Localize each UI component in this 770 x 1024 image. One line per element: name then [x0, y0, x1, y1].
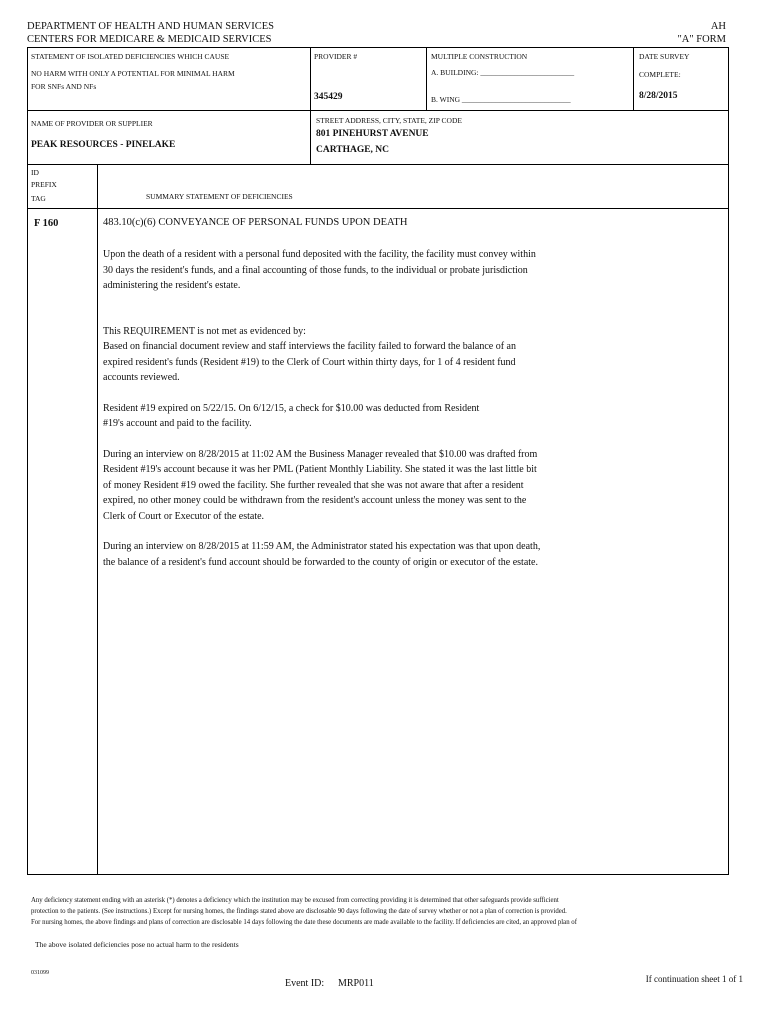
deficiency-text — [103, 247, 723, 585]
deficiency-title: 483.10(c)(6) CONVEYANCE OF PERSONAL FUNDS UPON DEATH — [103, 217, 408, 228]
provider-name-value: PEAK RESOURCES - PINELAKE — [31, 140, 176, 150]
disclosure-notice: Any deficiency statement ending with an asterisk (*) denotes a deficiency which the institution may be excused from correcting providing it is determined that other safeguards provide sufficient protection to the patients. (See instructions.) Except for nursing homes, the findings stated above are disclosable 90 days following the date of survey whether or not a plan of correction is provided. For nursing homes, the above findings and plans of correction are disclosable 14 days following the date these documents are made available to the facility. If deficiencies are cited, an approved plan of — [31, 897, 577, 926]
statement-label-2: NO HARM WITH ONLY A POTENTIAL FOR MINIMAL HARM — [31, 69, 235, 78]
paragraph-business-manager: During an interview on 8/28/2015 at 11:02 AM the Business Manager revealed that $10.00 was drafted from Resident #19's account because it was her PML (Patient Monthly Liability. She stated it was the last little bit of money Resident #19 owed the facility. She further revealed that she was not aware that after a resident expired, no other money could be withdrawn from the resident's account unless the money was sent to the Clerk of Court or Executor of the estate. — [103, 448, 538, 522]
prefix-label: PREFIX — [31, 180, 57, 189]
form-type: "A" FORM — [677, 34, 726, 45]
provider-number-label: PROVIDER # — [314, 52, 358, 61]
statement-label-3: FOR SNFs AND NFs — [31, 82, 97, 91]
statement-label-1: STATEMENT OF ISOLATED DEFICIENCIES WHICH CAUSE — [31, 52, 230, 61]
wing-label: B. WING _____________________________ — [431, 95, 571, 104]
event-id-value: MRP011 — [338, 978, 374, 989]
form-number: 031099 — [31, 970, 49, 976]
deficiency-tag: F 160 — [34, 218, 59, 229]
paragraph-expiry: Resident #19 expired on 5/22/15. On 6/12/15, a check for $10.00 was deducted from Resident #19's account and paid to the facility. — [103, 402, 480, 429]
survey-date-value: 8/28/2015 — [639, 91, 678, 101]
street-address: 801 PINEHURST AVENUE — [316, 129, 429, 139]
provider-name-label: NAME OF PROVIDER OR SUPPLIER — [31, 119, 153, 128]
multiple-construction-label: MULTIPLE CONSTRUCTION — [431, 52, 528, 61]
centers-title: CENTERS FOR MEDICARE & MEDICAID SERVICES — [27, 34, 272, 45]
address-label: STREET ADDRESS, CITY, STATE, ZIP CODE — [316, 116, 462, 125]
department-title: DEPARTMENT OF HEALTH AND HUMAN SERVICES — [27, 21, 274, 32]
paragraph-regulation: Upon the death of a resident with a personal fund deposited with the facility, the facility must convey within 30 days the resident's funds, and a final accounting of those funds, to the individual or probate jurisdiction administering the resident's estate. — [103, 249, 536, 291]
event-id-label: Event ID: — [285, 978, 325, 989]
summary-column-label: SUMMARY STATEMENT OF DEFICIENCIES — [146, 192, 293, 201]
city-state: CARTHAGE, NC — [316, 145, 390, 155]
form-code-ah: AH — [710, 21, 726, 32]
isolated-deficiency-note: The above isolated deficiencies pose no actual harm to the residents — [35, 940, 239, 949]
provider-number-value: 345429 — [314, 92, 343, 102]
continuation-sheet: If continuation sheet 1 of 1 — [645, 974, 743, 984]
date-survey-label: DATE SURVEY — [639, 52, 690, 61]
id-label: ID — [31, 168, 39, 177]
tag-label: TAG — [31, 194, 46, 203]
building-label: A. BUILDING: _________________________ — [431, 68, 575, 77]
paragraph-requirement: This REQUIREMENT is not met as evidenced by: Based on financial document review and staff interviews the facility failed to forward the balance of an expired resident's funds (Resident #19) to the Clerk of Court within thirty days, for 1 of 4 resident fund accounts reviewed. — [103, 325, 516, 383]
complete-label: COMPLETE: — [639, 70, 681, 79]
paragraph-administrator: During an interview on 8/28/2015 at 11:59 AM, the Administrator stated his expectation was that upon death, the balance of a resident's fund account should be forwarded to the county of origin or executor of the estate. — [103, 541, 541, 568]
column-header-box — [27, 164, 729, 209]
